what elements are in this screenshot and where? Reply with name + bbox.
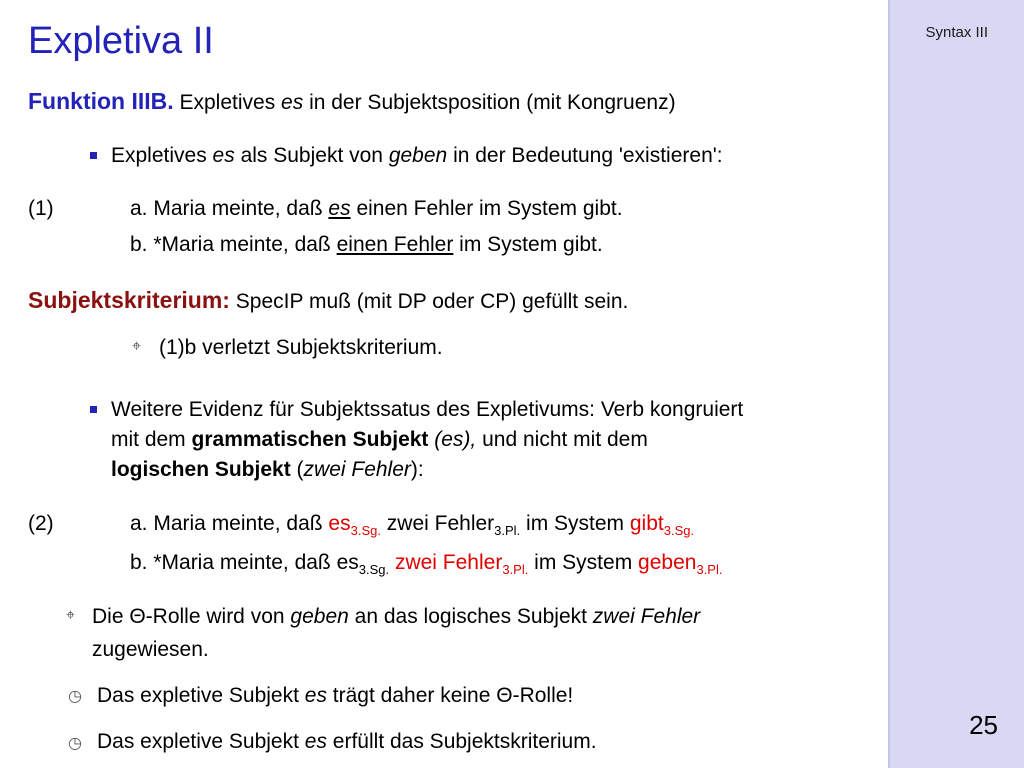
note-3 xyxy=(97,683,573,709)
clock-arrow-icon: ◷ xyxy=(68,688,82,705)
example-1b-underlined: einen Fehler xyxy=(336,233,454,256)
example-2a xyxy=(130,511,694,537)
note-2-text-2: an das logisches Subjekt xyxy=(348,605,593,628)
funktion-line xyxy=(28,88,676,116)
example-1b-text: b. *Maria meinte, daß xyxy=(130,233,337,256)
example-2b-text: b. *Maria meinte, daß es xyxy=(130,551,359,574)
bullet-2-text: mit dem xyxy=(111,428,192,451)
example-2a-fehler-agreement: 3.Pl. xyxy=(494,523,521,538)
example-2b-subject xyxy=(389,551,529,577)
note-4-text-2: erfüllt das Subjektskriterium. xyxy=(326,730,597,753)
example-2a-text-3: im System xyxy=(520,512,630,535)
example-2a-gibt-agreement: 3.Sg. xyxy=(663,523,695,538)
clock-arrow-icon: ◷ xyxy=(68,735,82,752)
grammatical-subject: grammatischen Subjekt xyxy=(191,428,429,451)
note-3-text: Das expletive Subjekt xyxy=(97,684,305,707)
bullet-2-line-3 xyxy=(111,457,424,483)
example-1b-text-2: im System gibt. xyxy=(453,233,603,256)
example-2b-fehler: zwei Fehler xyxy=(389,551,503,574)
note-3-text-2: trägt daher keine Θ-Rolle! xyxy=(326,684,574,707)
example-2-number: (2) xyxy=(28,512,54,535)
example-2a-text: a. Maria meinte, daß xyxy=(130,512,329,535)
note-2-zwei-fehler: zwei Fehler xyxy=(592,605,701,628)
example-2b-verb xyxy=(638,551,723,577)
example-2b-es-agreement: 3.Sg. xyxy=(358,562,390,577)
square-bullet-icon xyxy=(90,152,97,159)
sidebar-divider xyxy=(888,0,890,768)
bullet-1-text: Expletives xyxy=(111,144,213,167)
example-2a-verb xyxy=(629,512,695,538)
criterion-text: SpecIP muß (mit DP oder CP) gefüllt sein. xyxy=(229,290,629,313)
example-2b-fehler-agreement: 3.Pl. xyxy=(502,562,529,577)
example-2a-es-word: es xyxy=(328,512,351,535)
example-2a-es xyxy=(328,512,381,538)
example-2b-geben-agreement: 3.Pl. xyxy=(696,562,723,577)
bullet-2-es: (es), xyxy=(428,428,477,451)
bullet-1 xyxy=(111,143,723,169)
example-2b-geben: geben xyxy=(638,551,697,574)
circle-cross-icon: ⌖ xyxy=(66,607,76,624)
circle-cross-icon: ⌖ xyxy=(132,338,142,355)
note-4-es: es xyxy=(304,730,327,753)
funktion-label: Funktion IIIB. xyxy=(28,88,174,114)
square-bullet-icon xyxy=(90,406,97,413)
note-4-text: Das expletive Subjekt xyxy=(97,730,305,753)
note-3-es: es xyxy=(304,684,327,707)
example-1a-text: a. Maria meinte, daß xyxy=(130,197,329,220)
page-number: 25 xyxy=(969,710,998,740)
example-1b xyxy=(130,232,603,258)
note-2-line-2: zugewiesen. xyxy=(92,638,209,661)
slide-title: Expletiva II xyxy=(28,20,214,62)
bullet-2-text-2: und nicht mit dem xyxy=(476,428,648,451)
example-2a-gibt: gibt xyxy=(629,512,664,535)
bullet-1-geben: geben xyxy=(388,144,448,167)
example-1-number: (1) xyxy=(28,197,54,220)
example-1a xyxy=(130,196,623,222)
criterion-line xyxy=(28,287,628,315)
note-2-text: Die Θ-Rolle wird von xyxy=(92,605,291,628)
note-1: (1)b verletzt Subjektskriterium. xyxy=(159,336,443,359)
example-2b-text-2: im System xyxy=(528,551,639,574)
bullet-2-zwei-fehler: zwei Fehler xyxy=(303,458,411,481)
bullet-1-text-3: in der Bedeutung 'existieren': xyxy=(447,144,723,167)
bullet-2-line-2 xyxy=(111,427,648,453)
bullet-1-es: es xyxy=(212,144,235,167)
sidebar-panel xyxy=(888,0,1024,768)
funktion-es: es xyxy=(281,91,304,114)
example-1a-text-2: einen Fehler im System gibt. xyxy=(350,197,623,220)
funktion-text: Expletives xyxy=(173,91,282,114)
bullet-2-line-1: Weitere Evidenz für Subjektssatus des Expletivums: Verb kongruiert xyxy=(111,398,744,421)
example-2a-fehler: zwei Fehler xyxy=(380,512,495,535)
criterion-label: Subjektskriterium: xyxy=(28,287,230,313)
bullet-2-paren: ( xyxy=(290,458,304,481)
example-2a-es-agreement: 3.Sg. xyxy=(350,523,381,538)
example-1a-es: es xyxy=(328,197,351,220)
note-2-line-1 xyxy=(92,604,700,630)
funktion-text-2: in der Subjektsposition (mit Kongruenz) xyxy=(303,91,676,114)
example-2b xyxy=(130,550,722,576)
logical-subject: logischen Subjekt xyxy=(111,458,291,481)
sidebar-title: Syntax III xyxy=(925,24,988,41)
note-2-geben: geben xyxy=(290,605,349,628)
bullet-1-text-2: als Subjekt von xyxy=(234,144,389,167)
bullet-2-paren-close: ): xyxy=(410,458,424,481)
note-4 xyxy=(97,729,597,755)
